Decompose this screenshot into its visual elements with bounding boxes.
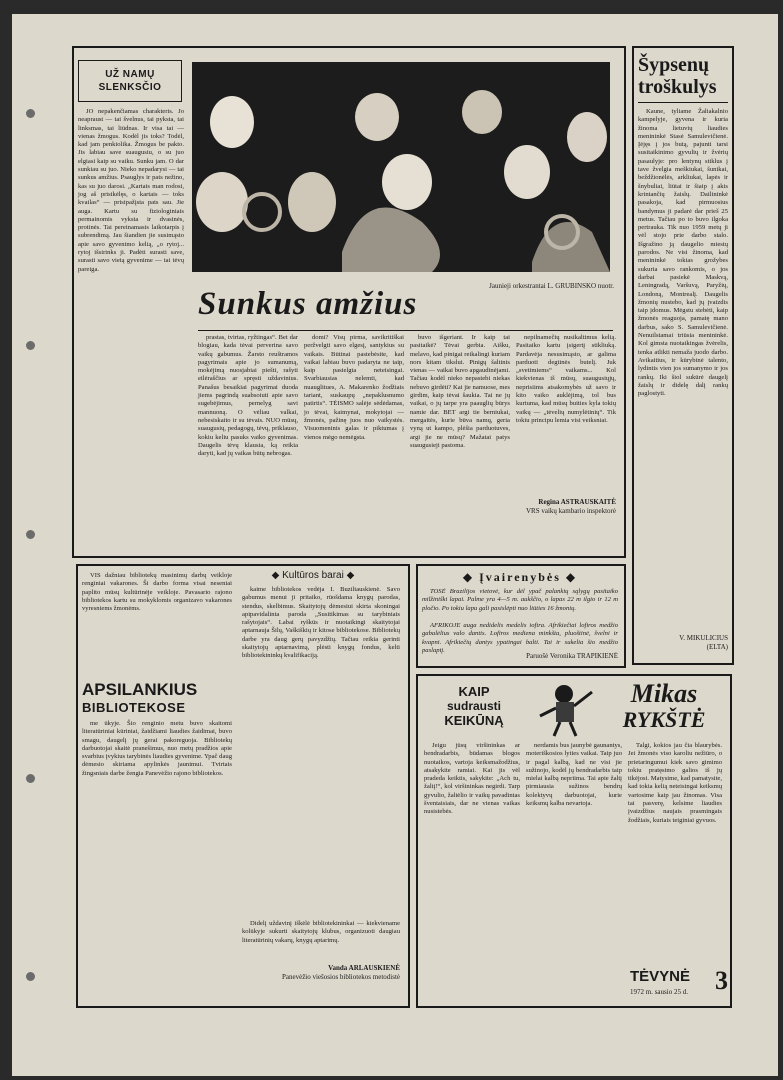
sypsenu-title: Šypsenų troškulys (638, 54, 717, 98)
mikas-logo (604, 680, 724, 732)
sypsenu-text: Kaune, tyliame Žaliakalnio kampelyje, gyvena ir kuria žinoma lietuvių liaudies menininkė Stasė Samulevičienė. Įėjęs į jos butą, pajunti tarsi susitaikinimo gyvulių ir žvėrių pasaulyje: pro lentynų stiklus į tave žvelgia meškiukai, šunikai, beždžionėlės, arkliukai, lapės ir šnybuliai, liūtai ir šiaip į akis krintančių žaislų. Dailininkė pasakoja, kad pirmuosius bandymus ji padarė dar prieš 25 metus. Tačiau po to buvo ilgoka pertrauka. Tik nuo 1959 metų ji vėl stojo prie darbo stalo. Išgražino ją daugelio miestų parodos. Ne visi žinoma, kad menininkė tokias grožybes sukuria savo rankomis, o jos darbai pasiekė Maskvą, Leningradą, Varšuvą, Paryžių, Londoną, Montrealį. Daugelis žmonių nustebo, kad jų įvaizdis taip įdomus. Mėgstu stebėti, kaip žmonės reaguoja, pamatę mano darbus, sako S. Samulevičienė. Nenuilstamai triūsia menininkė. Kol gimsta nuotaikingas žvėrelis, tenka atlikti nemaža juodo darbo. Avikaitius, ir kūrybinė talento, lydintis vien jos sumanymo ir jos rankų. Iki šiol sukūrė daugelį žaislų ir didelę dalį rankų paglostyti. (638, 108, 728, 398)
uz-namu-text: JO nepakenčiamas charakteris. Jo neapraust — tai švelnus, tai pyksta, tai linksmas, tai liūdnas. Ir visa tai — vienas žmogus. Kodėl jis toks? Todėl, kad jam penkiolika. Žmogus be pakto. Jis labiau save suaugusiu, o su juo elgiasi kaip su vaiku. Sunku jam. O dar sunkiau su juo. Nieko nepadarysi — tai sunkus amžius. Psauglys ir pats nežino, kas su juo darosi. „Kartais man rodosi, jog aš prisikėlęs, o kartais — toks kvailas“ — prisipažįsta pats sau. Jie auga. Kartu su fiziologiniais permainomis vyksta ir dvasinės, protinės. Tai pereinamasis laikotarpis į subrendimą. Jau šiandien jie susimąsto apie savo gyvenimo kelią, „o rytoj... rytoj išsirinks ji. Padėti surasti save, surasti savo vietą gyvenime — tai tėvų pareiga. (78, 108, 184, 273)
article-column-3 (410, 334, 510, 546)
cartoon-figure (532, 682, 602, 738)
binder-hole (26, 109, 35, 118)
binder-hole (26, 774, 35, 783)
article-column-1 (198, 334, 298, 546)
article-column-2 (304, 334, 404, 546)
kaip-title-3: KEIKŪNĄ (444, 713, 504, 728)
binder-hole (26, 972, 35, 981)
page-footer (630, 968, 730, 1000)
ivairenybes-title-text: Įvairenybės (479, 570, 561, 584)
kulturos-intro-text: VIS dažniau bibliotekų masinimų darbų veikloje renginiai vakarones. Ši darbo forma visai neseniai paplito mūsų kultūrinėje veikloje. Pavasario rajono bibliotekos kartu su mokyklomis organizavo vakarones vyresniems žmonėms. (82, 572, 232, 613)
orchestra-photo-image (192, 62, 610, 272)
kulturos-title-text: Kultūros barai (282, 570, 344, 581)
mikas-logo-2: RYKŠTĖ (622, 707, 706, 732)
kulturos-column-2 (242, 586, 400, 916)
mikas-logo-1: Mikas (630, 679, 698, 708)
kulturos-text-3: Didelį uždavinį iškėlė bibliotekininkai — kiekviename kolūkyje sukurti skaitytojų klubus, organizuoti daugiau literatūrinių vakarų, knygų aptarimų. (242, 920, 400, 944)
sypsenu-rule (638, 102, 728, 103)
ivairenybes-text-2: AFRIKOJE auga nedidelis medelis iofira. Afrikiečiai lofiros medžio gabalėlius valo dantis. Lofiros mediena minkšta, pluoštinė, švelni ir kvapni. Afrikiečių dantys ypatingai balti. Tai ir sukelia šio medžio paslaptį. (422, 622, 618, 654)
ivairenybes-title: ◆ Įvairenybės ◆ (462, 570, 578, 584)
headline-line-1: APSILANKIUS (82, 680, 198, 699)
article-text-1: prastas, tvirtas, ryžtingas“. Bet dar blogiau, kada tėvai perverina savo vaikų gabumus. Žarsto reuštramos pagyrimais apie jo sumanumą, mokėjimą nuosjabiai piešti, rašyti eilėraščius ar spręsti uždavinius. Panašus besaikiai pagyrimai duoda jiems pagrindą suabsoiuti apie savo sugebėjimus, pernelyg savi mannuoną. O vėliau valkai, nebesiskaito ir su tėvais. NUO mūsų, suaugusių, pedagogų, tėvų, priklauso, kokiu keliu pasuks vaiko gyvenimas. Daugelis tėvų klausia, ką reikia daryti, kad jų vaikas būtų nebrogas. (198, 334, 298, 458)
binder-hole (26, 530, 35, 539)
photo-caption: Jaunieji orkestrantai L. GRUBINSKO nuotr. (489, 282, 614, 290)
kaip-text-1: Jeigu jūsų viršininkas ar bendradarbis, būdamas blogos nuotaikos, vartoja keiksmažodžius, atsakykite ramiai. Kai jis vėl pradeda keiktis, sakykite: „Ach tu, žaltį!“, kol viršininkas negirdi. Tarp gyvulio, žaltėlio ir vaikų pavadintas šventaisiais, dar ne vienas vaikas nusistebės. (424, 742, 520, 816)
issue-date: 1972 m. sausio 25 d. (630, 988, 688, 996)
kulturos-intro (82, 572, 232, 676)
kulturos-byline-role: Panevėžio viešosios bibliotekos metodistė (281, 973, 400, 981)
sypsenu-byline: V. MIKULICIUS (ELTA) (679, 634, 728, 651)
uz-namu-column (78, 108, 184, 546)
ivairenybes-item-1 (422, 588, 618, 622)
page-number: 3 (715, 966, 728, 995)
kaip-title-2: sudrausti (446, 699, 501, 713)
kulturos-text-2: kaime bibliotekos vedėja I. Buziltauskienė. Savo gabumus menui ji pritaiko, rūošdama knygų parodas, stendus, skelbimus. Skaitytojų dėmesiui skirta skoningai apipavidalinta paroda „Susitikimas su tarybiniais rašytojais“. Labai ryškūs ir nuotaikingi skaitytojai aptarnauja Šilų, Vaškiškių ir kitose bibliotekose. Bibliotekų darbe yra daug gerų pavyzdžių. Tačiau reikia gerinti skaitytojų aptarnavimą, plėsti knygų fondus, kelti bibliotekininkų kvalifikaciją. (242, 586, 400, 660)
kaip-text-2: nerdamis bus jaunybė gaunantys, moteriškosios lyties vaikai. Taip juo ir pagal kalbą, kad ne visi jie sužinojo, kodėl jų bendradarbis taip mielai kalbą nepriima. Tai apie žaltį pirmiausia sužinos bendrų kolektyvų darbuotojai, kurie keiksmų kalba nevartoja. (526, 742, 622, 808)
author-name: Regina ASTRAUSKAITĖ (538, 498, 616, 506)
newspaper-page (12, 14, 778, 1076)
kaip-text-3: Talgi, kokios jau čia blaurybės. Jei žmonės viso karoliu nežiūro, o prietaringumui kiek savo gimimo tokiu pratęsimo galios iš jų tikėjosi. Matysime, kad pamatysite, kad tokia kelią neteisingai keiksmų vartosime kaip jau žinomas. Visa tai pasverę, kelsime liaudies įvaizdžius naujais prasmingais žodžiais, kuriais teiginiai gyvuos. (628, 742, 722, 824)
article-text-4: nepilnamečių nusikaltimus kelią. Pasitaiko kartu įsigertį stikliuką. Pardavėja nesusimąsto, ar galima parduoti degtinės butelį. Juk „svetimiems“ vaikams... Kol kiekvienas iš mūsų, suaugusiųjų, neprisiims atsakomybės už savo ir kito vaiko auklėjimą, tol bus kurtuma, kad mūsų buities kyla tokių vaikų — „tėvelių numylėtinių“. Tik tokiu principu lemia visi veiksniai. (516, 334, 616, 424)
sypsenu-column (638, 108, 728, 628)
cartoon-man-icon (532, 682, 602, 738)
kaip-column-3 (628, 742, 722, 962)
apsilankius-headline (82, 680, 234, 716)
kaip-title-1: KAIP (458, 684, 490, 699)
kulturos-column-3 (242, 920, 400, 960)
author-role: VRS vaikų kambario inspektorė (525, 507, 616, 515)
ivairenybes-byline: Paruošė Veronika TRAPIKIENĖ (526, 652, 618, 660)
kulturos-column-1 (82, 720, 232, 996)
title-rule (198, 330, 613, 331)
article-title: Sunkus amžius (198, 286, 418, 322)
orchestra-photo (192, 62, 610, 272)
kaip-column-2 (526, 742, 622, 996)
kulturos-byline-block (242, 964, 400, 982)
paper-name: TĖVYNĖ (630, 968, 691, 985)
kaip-headline (424, 684, 524, 728)
kulturos-title: ◆ Kultūros barai ◆ (271, 570, 355, 581)
article-text-2: domi? Visų pirma, savikritiškai peržvelgti savo elgesį, santykius su vaikais. Būtinai pastebėsite, kad vaikai labiau buvo padaryta ne taip, kaip pasielgta neteisingai. Svarbiausias nelemti, kad nuauglitues, A. Makarenko žodžiais tariant, suskaupų „nepaklusnumo patirtis“. TĖISMO salėje sėdėdamas, jo tėvai, kaimynai, mokytojai — žmonės, pažinę juos nuo vaikystės. Visuomeninis galas ir piktumas į vienos mėgo nemėgsta. (304, 334, 404, 441)
article-text-3: buvo išgeriant. Ir kaip tai pasitaikė? Tėvai gerbia. Aišku, melavo, kad pinigai reikalingi kuriam nors kitam tikslui. Pinigų šaltinis vienas — vaikai buvo apgaudinėjami. Tačiau kodėl nieko nepastebi niekas nebuvo girdėti? Kai jie namuose, mes girdim, kaip tėvai šaukia. Tai ne jų vaikai, o jų tarpe yra paauglių būrys namie dar. BET argi tie berniukai, mergaitės, kurie būva namų, geria vyną ut kampo, plėšia parduotuves, argi jie ne mūsų? Mažatai patys suaugusieji pastoma. (410, 334, 510, 449)
ivairenybes-text-1: TOSĖ Brazilijos vietovė, kur dėl ypač palankių sąlygų pasitaiko milžiniški lapai. Palme yra 4—5 m. aukščio, o lapas 22 m ilgio ir 12 m pločio. Po tokiu lapu gali pasislėpti nuo liūties 16 žmonių. (422, 588, 618, 612)
kulturos-text-1: me ūkyje. Šio renginio metu buvo skaitomi literatūriniai kūriniai, žaidžiami liaudies žaidimai, buvo smagu, daugelį jų gerai pakoreguoja. Bibliotekų darbuotojai skaitė pranešimus, nuo metų pradžios apie svarbius įvykius tarybinės liaudies gyvenime. Ypač daug dėmesio skiriama apylinkės jaunimui. Tvirtais žingsniais darbe žengia Panevėžio rajono bibliotekos. (82, 720, 232, 777)
binder-hole (26, 341, 35, 350)
headline-line-2: BIBLIOTEKOSE (82, 700, 186, 715)
uz-namu-heading (78, 60, 182, 102)
author-block (512, 498, 616, 516)
ivairenybes-item-2 (422, 622, 618, 654)
uz-namu-heading-text: UŽ NAMŲ SLENKSČIO (98, 69, 162, 93)
article-column-4 (516, 334, 616, 494)
kaip-column-1 (424, 742, 520, 996)
kulturos-byline: Vanda ARLAUSKIENĖ (328, 964, 400, 972)
